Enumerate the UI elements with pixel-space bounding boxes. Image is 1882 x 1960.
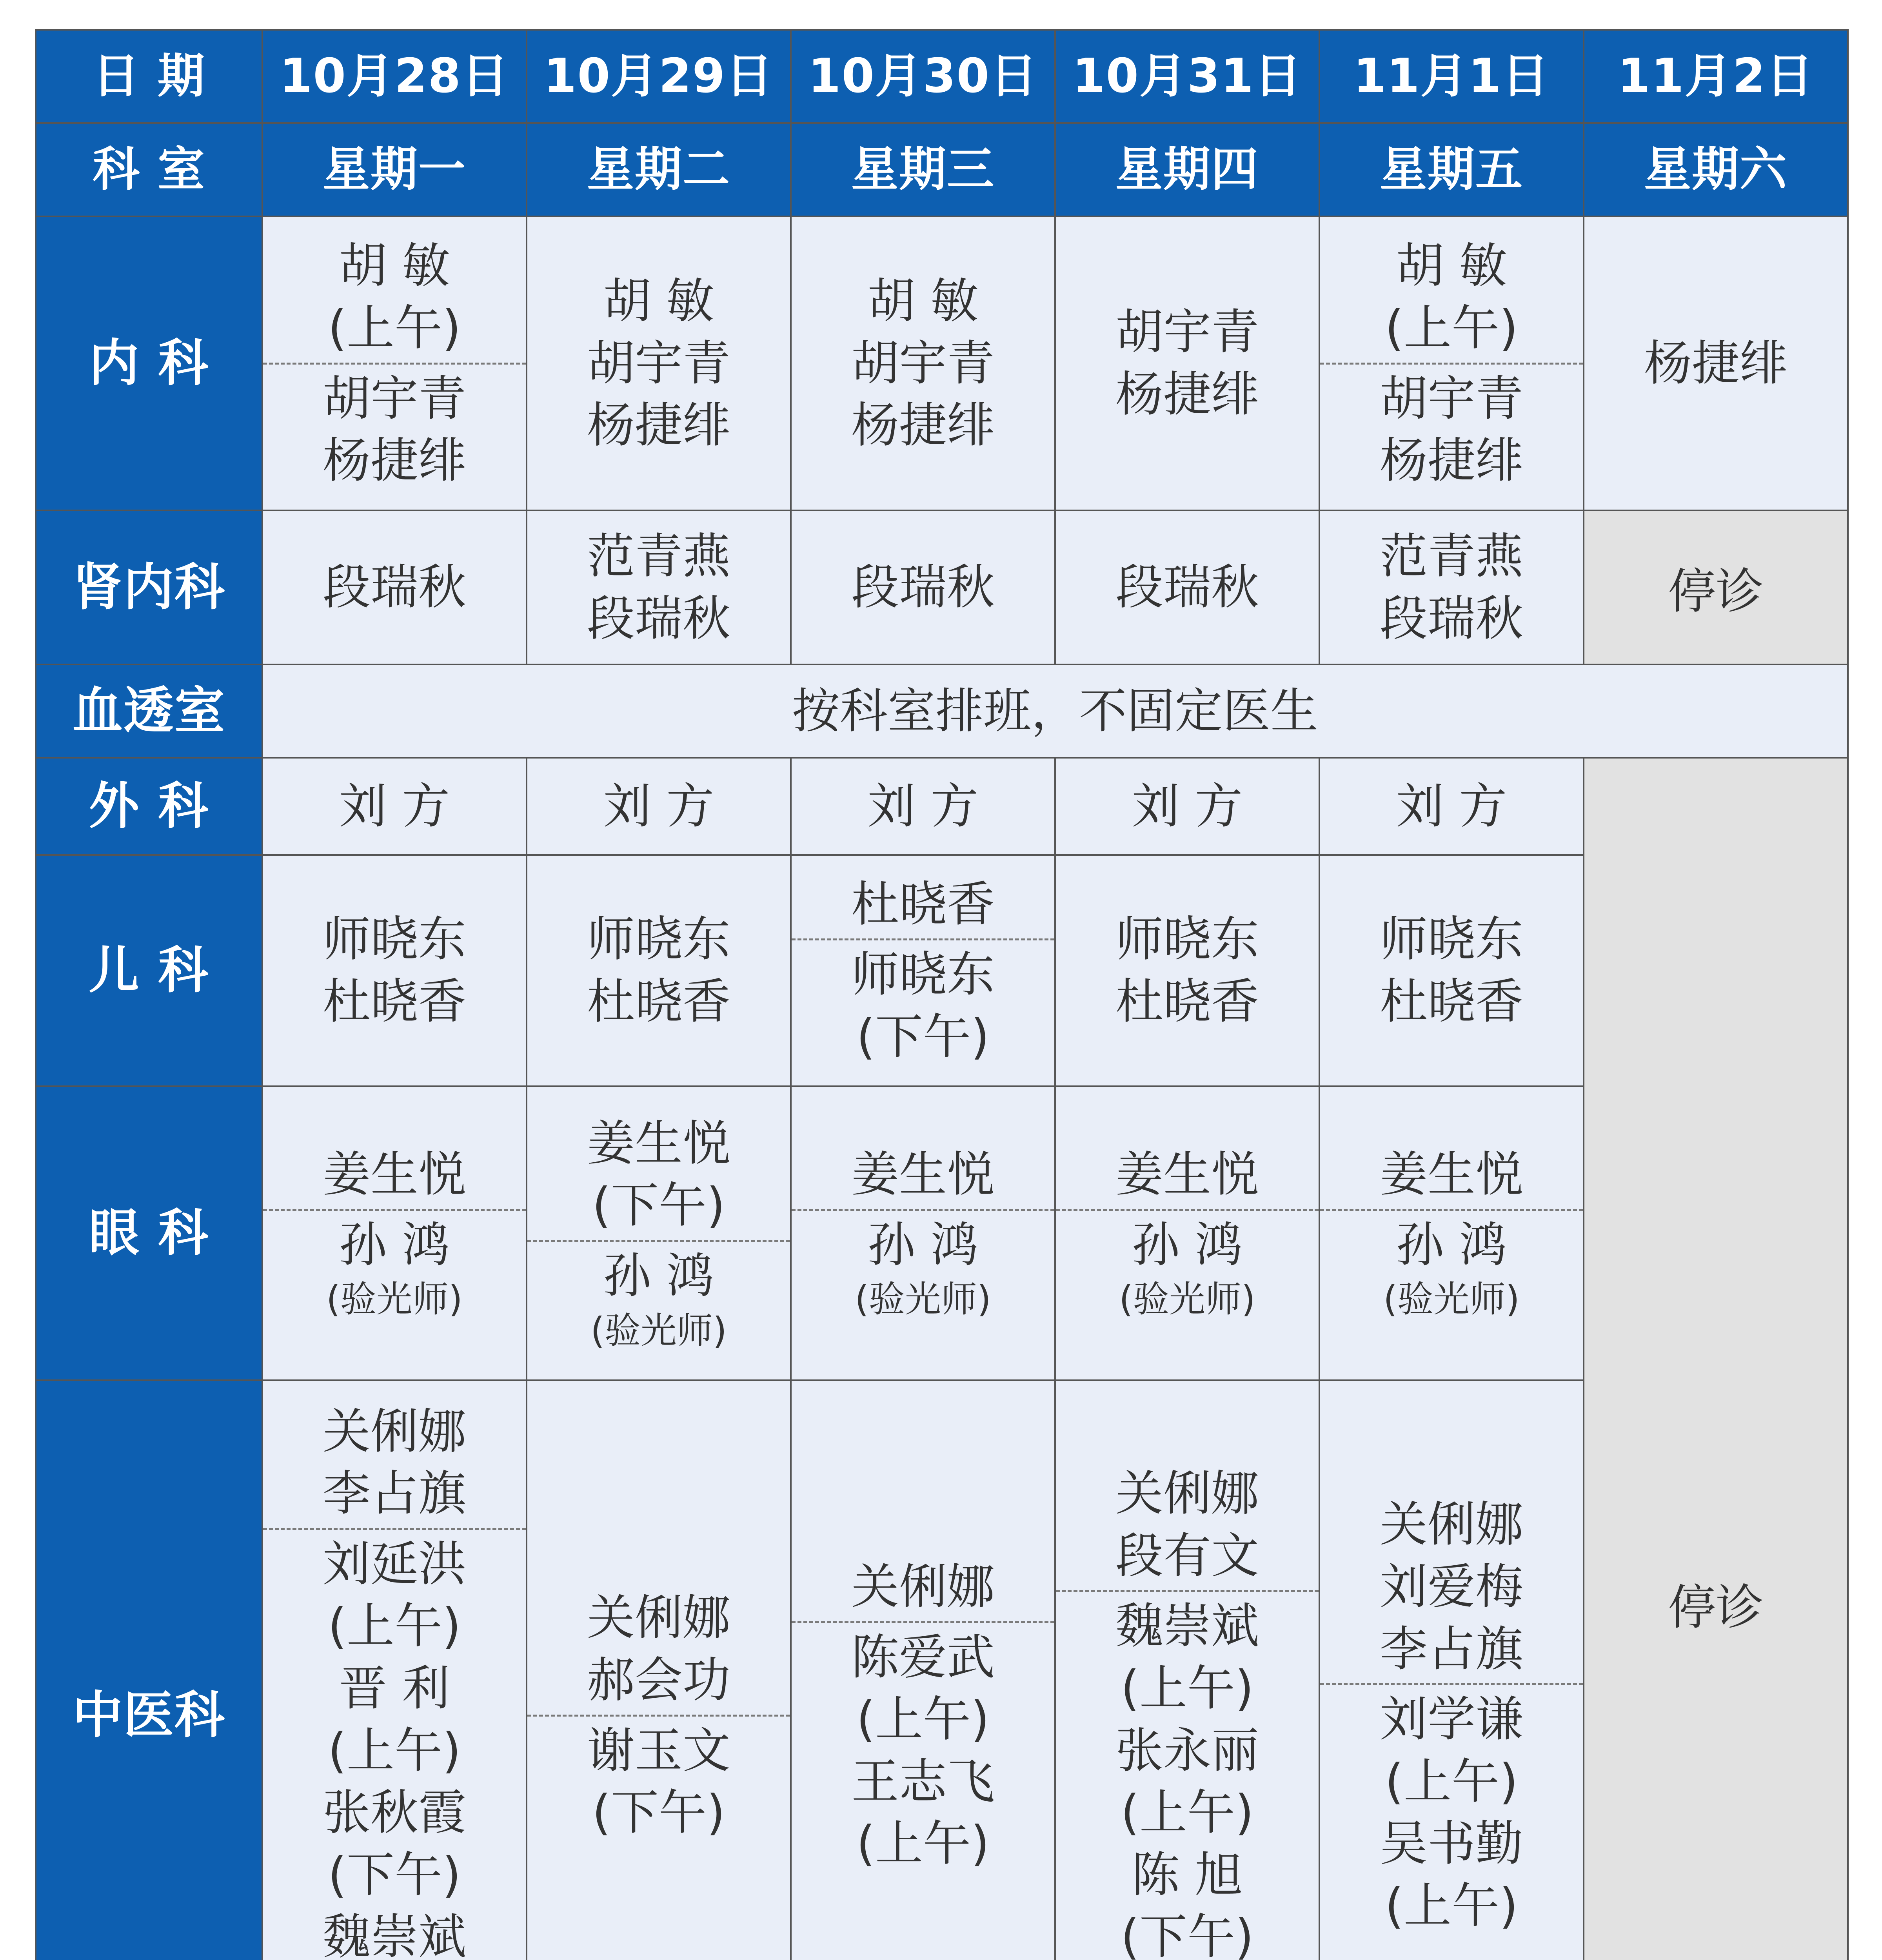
dept-name: 肾内科	[36, 510, 262, 664]
weekday-cell: 星期一	[262, 123, 527, 216]
cell-inner	[527, 759, 790, 854]
shift-segment	[1320, 363, 1583, 495]
shift-segment	[1320, 1490, 1583, 1683]
doctor-name: 吴书勤	[1380, 1816, 1523, 1872]
doctor-name: 胡宇青	[323, 370, 466, 426]
doctor-name: 郝会功	[587, 1652, 730, 1708]
shift-segment	[792, 870, 1054, 939]
time-note: (下午)	[1121, 1909, 1254, 1960]
doctor-name: 张永丽	[1115, 1722, 1259, 1779]
shift-segment	[1056, 553, 1319, 622]
schedule-cell	[1319, 758, 1584, 855]
dept-name: 内 科	[36, 216, 262, 510]
cell-inner	[1320, 1087, 1583, 1379]
doctor-name: 杨捷绯	[323, 433, 466, 489]
schedule-cell	[527, 758, 791, 855]
doctor-name: 魏崇斌	[323, 1909, 466, 1960]
cell-inner	[792, 217, 1054, 510]
doctor-name: 孙 鸿	[867, 1217, 979, 1273]
time-note: (上午)	[1385, 300, 1518, 356]
time-note: (上午)	[856, 1691, 990, 1748]
schedule-table	[35, 29, 1849, 1960]
doctor-name: 胡 敏	[1396, 238, 1507, 294]
shift-segment	[792, 267, 1054, 460]
cell-inner	[527, 217, 790, 510]
schedule-cell	[262, 758, 527, 855]
doctor-name: 范青燕	[1380, 528, 1523, 584]
cell-inner	[1320, 759, 1583, 854]
doctor-name: 段瑞秋	[1380, 590, 1523, 646]
doctor-name: 刘 方	[867, 778, 979, 834]
shift-segment	[527, 905, 790, 1036]
shift-segment	[1584, 329, 1847, 398]
shift-segment	[527, 1109, 790, 1240]
cell-inner	[792, 511, 1054, 664]
weekday-header-row	[36, 123, 1848, 216]
shift-segment	[1056, 772, 1319, 841]
doctor-name: 杨捷绯	[1644, 335, 1788, 391]
doctor-name: 段瑞秋	[323, 559, 466, 615]
schedule-cell	[791, 1380, 1055, 1960]
schedule-cell	[527, 1380, 791, 1960]
shift-segment	[263, 232, 526, 362]
cell-inner	[1320, 217, 1583, 510]
cell-inner	[792, 856, 1054, 1085]
doctor-name: 杜晓香	[1115, 974, 1259, 1029]
schedule-cell	[1055, 1086, 1319, 1380]
weekday-cell: 星期五	[1319, 123, 1584, 216]
schedule-cell	[262, 510, 527, 664]
doctor-name: 孙 鸿	[339, 1217, 450, 1273]
time-note: (验光师)	[1119, 1278, 1255, 1321]
doctor-name: 孙 鸿	[1132, 1217, 1243, 1273]
time-note: (下午)	[856, 1009, 990, 1065]
schedule-cell	[527, 855, 791, 1086]
schedule-cell	[791, 1086, 1055, 1380]
doctor-name: 关俐娜	[587, 1590, 730, 1646]
date-cell: 10月28日	[262, 30, 527, 123]
doctor-name: 姜生悦	[851, 1147, 995, 1203]
doctor-name: 陈爱武	[851, 1629, 995, 1685]
weekday-cell: 星期六	[1584, 123, 1848, 216]
cell-inner	[792, 1087, 1054, 1379]
dept-name: 眼 科	[36, 1086, 262, 1380]
schedule-cell	[791, 216, 1055, 510]
dept-row	[36, 664, 1848, 758]
doctor-name: 陈 旭	[1132, 1847, 1243, 1903]
cell-inner	[1320, 856, 1583, 1085]
cell-inner	[1056, 511, 1319, 664]
time-note: (上午)	[856, 1816, 990, 1872]
doctor-name: 胡宇青	[1380, 370, 1523, 426]
schedule-cell	[791, 758, 1055, 855]
schedule-cell	[1055, 1380, 1319, 1960]
doctor-name: 谢玉文	[587, 1722, 730, 1779]
dept-name: 儿 科	[36, 855, 262, 1086]
time-note: (验光师)	[326, 1278, 463, 1321]
doctor-name: 关俐娜	[323, 1403, 466, 1459]
time-note: (上午)	[1385, 1753, 1518, 1809]
shift-segment	[792, 553, 1054, 622]
doctor-name: 王志飞	[851, 1753, 995, 1809]
schedule-cell	[1055, 216, 1319, 510]
time-note: (验光师)	[590, 1309, 727, 1352]
schedule-cell	[527, 510, 791, 664]
doctor-name: 姜生悦	[1380, 1147, 1523, 1203]
cell-inner	[1056, 1087, 1319, 1379]
cell-inner	[1056, 1381, 1319, 1960]
shift-segment	[527, 267, 790, 460]
shift-segment	[792, 1621, 1054, 1878]
shift-segment	[792, 938, 1054, 1071]
shift-segment	[1056, 1590, 1319, 1960]
date-cell: 11月1日	[1319, 30, 1584, 123]
shift-segment	[263, 1528, 526, 1960]
doctor-name: 刘 方	[1132, 778, 1243, 834]
doctor-name: 师晓东	[851, 947, 995, 1003]
doctor-name: 晋 利	[339, 1660, 450, 1716]
closed-cell: 停诊	[1584, 510, 1848, 664]
schedule-cell	[262, 1086, 527, 1380]
doctor-name: 杨捷绯	[851, 397, 995, 454]
shift-segment	[1056, 1459, 1319, 1590]
cell-inner	[1056, 759, 1319, 854]
weekday-cell: 星期四	[1055, 123, 1319, 216]
time-note: (上午)	[1385, 1878, 1518, 1934]
doctor-name: 师晓东	[323, 911, 466, 967]
doctor-name: 刘学谦	[1380, 1691, 1523, 1748]
dept-name: 中医科	[36, 1380, 262, 1960]
doctor-name: 关俐娜	[1115, 1466, 1259, 1522]
doctor-name: 杜晓香	[851, 876, 995, 932]
time-note: (上午)	[1121, 1660, 1254, 1716]
dept-row	[36, 510, 1848, 664]
doctor-name: 李占旗	[1380, 1621, 1523, 1677]
shift-segment	[527, 1715, 790, 1847]
dept-row	[36, 758, 1848, 855]
shift-segment	[792, 1553, 1054, 1621]
shift-segment	[1056, 1140, 1319, 1209]
schedule-cell	[262, 1380, 527, 1960]
shift-segment	[1320, 1683, 1583, 1940]
time-note: (验光师)	[1383, 1278, 1520, 1321]
shift-segment	[1056, 298, 1319, 428]
cell-inner	[527, 1087, 790, 1379]
doctor-name: 刘延洪	[323, 1536, 466, 1592]
doctor-name: 胡 敏	[339, 238, 450, 294]
dept-label: 科 室	[36, 123, 262, 216]
shift-segment	[1056, 1209, 1319, 1326]
schedule-cell	[527, 216, 791, 510]
schedule-cell	[262, 216, 527, 510]
cell-inner	[263, 217, 526, 510]
doctor-name: 胡宇青	[587, 335, 730, 391]
schedule-cell	[1055, 855, 1319, 1086]
doctor-name: 师晓东	[587, 911, 730, 967]
time-note: (上午)	[1121, 1785, 1254, 1841]
schedule-cell	[527, 1086, 791, 1380]
cell-inner	[1584, 217, 1847, 510]
schedule-cell	[1319, 216, 1584, 510]
shift-segment	[527, 772, 790, 841]
cell-inner	[263, 511, 526, 664]
shift-segment	[1320, 232, 1583, 362]
schedule-cell	[791, 855, 1055, 1086]
cell-inner	[1056, 217, 1319, 510]
time-note: (下午)	[328, 1847, 461, 1903]
shift-segment	[792, 1209, 1054, 1326]
doctor-name: 师晓东	[1115, 911, 1259, 967]
doctor-name: 段有文	[1115, 1528, 1259, 1584]
doctor-name: 姜生悦	[323, 1147, 466, 1203]
doctor-name: 胡宇青	[1115, 304, 1259, 360]
date-cell: 10月29日	[527, 30, 791, 123]
time-note: (上午)	[328, 300, 461, 356]
shift-segment	[1056, 905, 1319, 1036]
cell-inner	[527, 1381, 790, 1960]
cell-inner	[263, 1087, 526, 1379]
doctor-name: 胡 敏	[603, 273, 714, 329]
dept-name: 血透室	[36, 664, 262, 758]
doctor-name: 杨捷绯	[587, 397, 730, 454]
dept-row	[36, 216, 1848, 510]
doctor-name: 孙 鸿	[603, 1248, 714, 1304]
date-cell: 11月2日	[1584, 30, 1848, 123]
shift-segment	[527, 1240, 790, 1357]
shift-segment	[1320, 522, 1583, 653]
cell-inner	[1056, 856, 1319, 1085]
schedule-cell	[1319, 1086, 1584, 1380]
shift-segment	[263, 1397, 526, 1528]
doctor-name: 范青燕	[587, 528, 730, 584]
shift-segment	[792, 772, 1054, 841]
schedule-cell	[1584, 216, 1848, 510]
cell-inner	[792, 1381, 1054, 1960]
doctor-name: 段瑞秋	[851, 559, 995, 615]
doctor-name: 张秋霞	[323, 1785, 466, 1841]
dept-name: 外 科	[36, 758, 262, 855]
cell-inner	[527, 511, 790, 664]
doctor-name: 魏崇斌	[1115, 1598, 1259, 1654]
schedule-cell	[1319, 510, 1584, 664]
doctor-name: 杨捷绯	[1115, 367, 1259, 422]
doctor-name: 刘爱梅	[1380, 1559, 1523, 1615]
time-note: (下午)	[592, 1178, 725, 1234]
doctor-name: 刘 方	[603, 778, 714, 834]
dept-row	[36, 1086, 1848, 1380]
doctor-name: 李占旗	[323, 1466, 466, 1522]
date-header-row	[36, 30, 1848, 123]
doctor-name: 师晓东	[1380, 911, 1523, 967]
dept-row	[36, 1380, 1848, 1960]
shift-segment	[792, 1140, 1054, 1209]
shift-segment	[263, 363, 526, 495]
shift-segment	[263, 1140, 526, 1209]
weekday-cell: 星期三	[791, 123, 1055, 216]
cell-inner	[1320, 511, 1583, 664]
cell-inner	[1320, 1381, 1583, 1960]
doctor-name: 孙 鸿	[1396, 1217, 1507, 1273]
doctor-name: 刘 方	[339, 778, 450, 834]
cell-inner	[792, 759, 1054, 854]
schedule-cell	[262, 855, 527, 1086]
doctor-name: 段瑞秋	[587, 590, 730, 646]
cell-inner	[527, 856, 790, 1085]
shift-segment	[527, 1584, 790, 1714]
shift-segment	[1320, 772, 1583, 841]
dept-row	[36, 855, 1848, 1086]
cell-inner	[263, 1381, 526, 1960]
doctor-name: 胡宇青	[851, 335, 995, 391]
doctor-name: 段瑞秋	[1115, 559, 1259, 615]
shift-segment	[263, 1209, 526, 1326]
time-note: (上午)	[328, 1722, 461, 1779]
schedule-cell	[1319, 855, 1584, 1086]
shift-segment	[1320, 1209, 1583, 1326]
doctor-name: 刘 方	[1396, 778, 1507, 834]
date-cell: 10月31日	[1055, 30, 1319, 123]
date-label: 日 期	[36, 30, 262, 123]
doctor-name: 姜生悦	[1115, 1147, 1259, 1203]
shift-segment	[263, 905, 526, 1036]
doctor-name: 杨捷绯	[1380, 433, 1523, 489]
shift-note: 按科室排班，不固定医生	[262, 664, 1848, 758]
cell-inner	[263, 856, 526, 1085]
doctor-name: 关俐娜	[1380, 1497, 1523, 1553]
weekday-cell: 星期二	[527, 123, 791, 216]
doctor-name: 关俐娜	[851, 1559, 995, 1615]
time-note: (下午)	[592, 1785, 725, 1841]
schedule-cell	[1055, 758, 1319, 855]
time-note: (上午)	[328, 1598, 461, 1654]
shift-segment	[527, 522, 790, 653]
shift-segment	[263, 772, 526, 841]
doctor-name: 姜生悦	[587, 1115, 730, 1171]
doctor-name: 杜晓香	[587, 974, 730, 1029]
shift-segment	[1320, 1140, 1583, 1209]
shift-segment	[263, 553, 526, 622]
shift-segment	[1320, 905, 1583, 1036]
date-cell: 10月30日	[791, 30, 1055, 123]
time-note: (验光师)	[855, 1278, 991, 1321]
schedule-cell	[791, 510, 1055, 664]
doctor-name: 胡 敏	[867, 273, 979, 329]
doctor-name: 杜晓香	[1380, 974, 1523, 1029]
cell-inner	[263, 759, 526, 854]
schedule-cell	[1055, 510, 1319, 664]
schedule-cell	[1319, 1380, 1584, 1960]
closed-cell: 停诊	[1584, 758, 1848, 1960]
doctor-name: 杜晓香	[323, 974, 466, 1029]
